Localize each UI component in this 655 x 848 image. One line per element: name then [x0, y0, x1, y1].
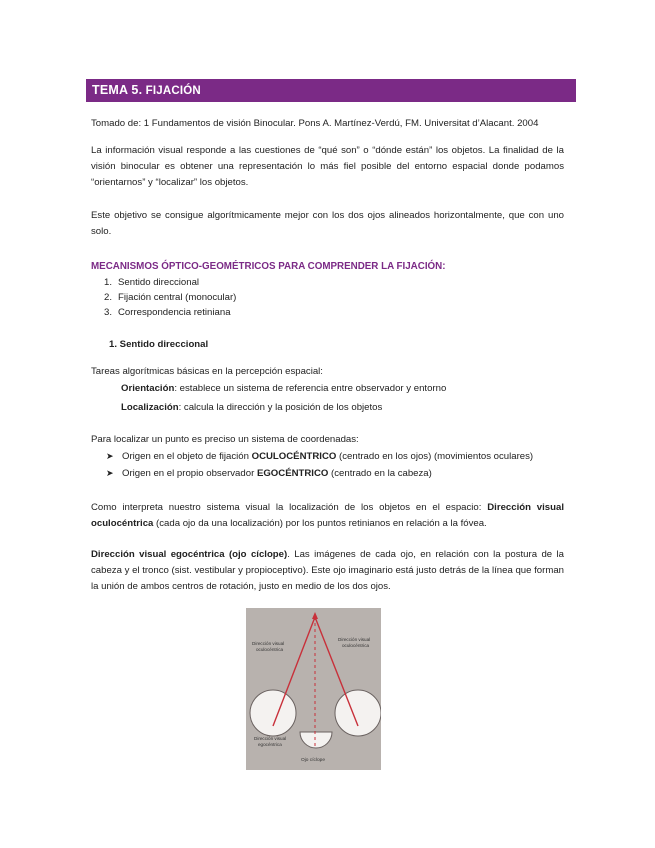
- label-right-line2: oculocéntrica: [342, 643, 370, 648]
- fixation-arrow-icon: [312, 612, 318, 619]
- intro-paragraph: La información visual responde a las cuestiones de “qué son” o “dónde están” los objetos. La finalidad de la visión binocular es obtener una representación lo más fiel posible del entorno espacial donde podamos “orientarnos” y “localizar” los objetos.: [91, 145, 564, 188]
- bullet-item: ➤ Origen en el objeto de fijación OCULOCÉNTRICO (centrado en los ojos) (movimientos oculares): [106, 448, 564, 465]
- page-title: [86, 79, 576, 102]
- label-left-line1: Dirección visual: [252, 641, 285, 646]
- list-item: 3. Correspondencia retiniana: [104, 307, 231, 318]
- section-heading: 1. Sentido direccional: [109, 339, 209, 350]
- arrow-bullet-icon: ➤: [106, 451, 114, 461]
- cyclops-eye: [300, 732, 332, 748]
- title-tema: TEMA 5.: [92, 83, 143, 97]
- label-right-line1: Dirección visual: [338, 637, 371, 642]
- source-citation: Tomado de: 1 Fundamentos de visión Binocular. Pons A. Martínez-Verdú, FM. Universitat d’Alacant. 2004: [91, 118, 539, 129]
- mechanisms-list: [104, 275, 236, 320]
- coords-intro: Para localizar un punto es preciso un sistema de coordenadas:: [91, 434, 359, 445]
- oculocentric-paragraph: Como interpreta nuestro sistema visual la localización de los objetos en el espacio: Dirección visual oculocéntrica (cada ojo da una localización) por los puntos retinianos en relación a la fóvea.: [91, 502, 564, 529]
- list-item: 2. Fijación central (monocular): [104, 292, 237, 303]
- mechanisms-heading: MECANISMOS ÓPTICO-GEOMÉTRICOS PARA COMPRENDER LA FIJACIÓN:: [91, 261, 446, 272]
- orientation-line: Orientación: establece un sistema de referencia entre observador y entorno: [121, 383, 447, 394]
- label-cyclops: Ojo cíclope: [301, 758, 325, 763]
- label-left-line2: oculocéntrica: [256, 647, 284, 652]
- objective-paragraph: Este objetivo se consigue algorítmicamente mejor con los dos ojos alineados horizontalmente, que con uno solo.: [91, 210, 564, 237]
- title-text: FIJACIÓN: [145, 85, 201, 97]
- cyclops-eye-diagram: [246, 608, 381, 770]
- arrow-bullet-icon: ➤: [106, 468, 114, 478]
- list-item: 1. Sentido direccional: [104, 277, 200, 288]
- localization-line: Localización: calcula la dirección y la posición de los objetos: [121, 402, 383, 413]
- tasks-intro: Tareas algorítmicas básicas en la percepción espacial:: [91, 366, 323, 377]
- right-eye: [335, 690, 381, 736]
- left-eye: [250, 690, 296, 736]
- egocentric-paragraph: Dirección visual egocéntrica (ojo cíclope). Las imágenes de cada ojo, en relación con la postura de la cabeza y el tronco (sist. vestibular y propioceptivo). Este ojo imaginario está justo detrás de la línea que forman la unión de ambos centros de rotación, justo en medio de los dos ojos.: [91, 549, 565, 592]
- bullet-item: ➤ Origen en el propio observador EGOCÉNTRICO (centrado en la cabeza): [106, 465, 564, 482]
- label-ego-line1: Dirección visual: [254, 736, 287, 741]
- coords-bullets: [106, 448, 564, 482]
- label-ego-line2: egocéntrica: [258, 742, 282, 747]
- diagram-svg: [246, 608, 381, 770]
